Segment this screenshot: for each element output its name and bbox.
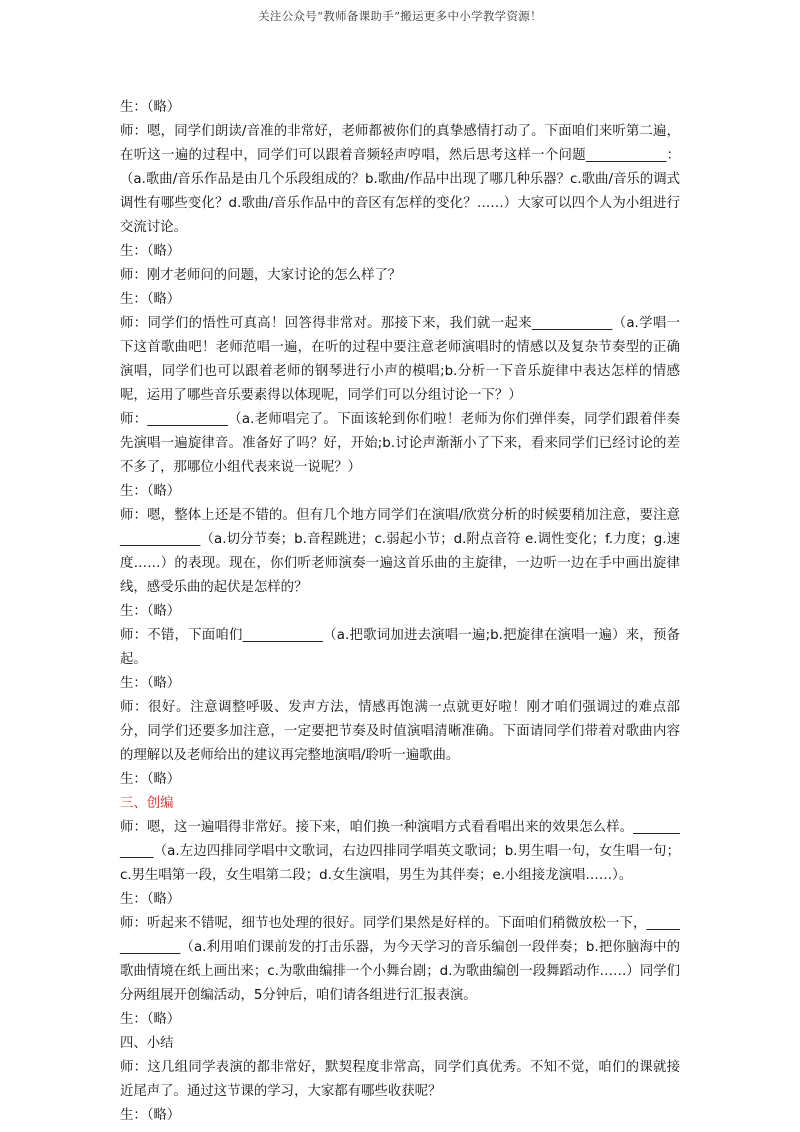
student-line: 生：（略） [120,244,181,259]
student-line: 生：（略） [120,484,181,499]
student-line: 生：（略） [120,292,181,307]
student-line: 生：（略） [120,100,181,115]
student-line: 生：（略） [120,772,181,787]
teacher-line: 师：很好。注意调整呼吸、发声方法，情感再饱满一点就更好啦！刚才咱们强调过的难点部分，同学们还要多加注意，一定要把节奏及时值演唱清晰准确。下面请同学们带着对歌曲内容的理解以及老师给出的建议再完整地演唱/聆听一遍歌曲。 [120,700,680,763]
teacher-line: 师：听起来不错呢，细节也处理的很好。同学们果然是好样的。下面咱们稍微放松一下，______________（a.利用咱们课前发的打击乐器，为今天学习的音乐编创一段伴奏；b.把你脑海中的歌曲情境在纸上画出来；c.为歌曲编排一个小舞台剧；d.为歌曲编创一段舞蹈动作……）同学们分两组展开创编活动，5分钟后，咱们请各组进行汇报表演。 [120,916,680,1003]
teacher-line: 师：嗯，整体上还是不错的。但有几个地方同学们在演唱/欣赏分析的时候要稍加注意，要注意____________（a.切分节奏；b.音程跳进；c.弱起小节；d.附点音符 e.调性变化；f.力度；g.速度……）的表现。现在，你们听老师演奏一遍这首乐曲的主旋律，一边听一边在手中画出旋律线，感受乐曲的起伏是怎样的？ [120,508,680,595]
teacher-line: 师：刚才老师问的问题，大家讨论的怎么样了？ [120,268,402,283]
lesson-transcript [120,96,680,1128]
section-heading-summary: 四、小结 [120,1036,174,1051]
page-header-notice: 关注公众号“教师备课助手”搬运更多中小学教学资源！ [258,9,542,23]
student-line: 生：（略） [120,676,181,691]
teacher-line: 师：____________（a.老师唱完了。下面该轮到你们啦！老师为你们弹伴奏，同学们跟着伴奏先演唱一遍旋律音。准备好了吗？好，开始;b.讨论声渐渐小了下来，看来同学们已经讨论的差不多了，那哪位小组代表来说一说呢？） [120,412,680,475]
student-line: 生：（略） [120,892,181,907]
teacher-line: 师：这几组同学表演的都非常好，默契程度非常高，同学们真优秀。不知不觉，咱们的课就接近尾声了。通过这节课的学习，大家都有哪些收获呢？ [120,1060,680,1099]
teacher-line: 师：同学们的悟性可真高！回答得非常对。那接下来，我们就一起来____________（a.学唱一下这首歌曲吧！老师范唱一遍，在听的过程中要注意老师演唱时的情感以及复杂节奏型的正确演唱，同学们也可以跟着老师的钢琴进行小声的模唱;b.分析一下音乐旋律中表达怎样的情感呢，运用了哪些音乐要素得以体现呢，同学们可以分组讨论一下？） [120,316,680,403]
teacher-line: 师：嗯，同学们朗读/音准的非常好，老师都被你们的真挚感情打动了。下面咱们来听第二遍，在听这一遍的过程中，同学们可以跟着音频轻声哼唱，然后思考这样一个问题____________：（a.歌曲/音乐作品是由几个乐段组成的？b.歌曲/作品中出现了哪几种乐器？c.歌曲/音乐的调式调性有哪些变化？d.歌曲/音乐作品中的音区有怎样的变化？……）大家可以四个人为小组进行交流讨论。 [120,124,680,235]
student-line: 生：（略） [120,1012,181,1027]
section-heading-create: 三、创编 [120,796,174,811]
student-line: 生：（略） [120,604,181,619]
teacher-line: 师：嗯，这一遍唱得非常好。接下来，咱们换一种演唱方式看看唱出来的效果怎么样。____________（a.左边四排同学唱中文歌词，右边四排同学唱英文歌词；b.男生唱一句，女生唱一句；c.男生唱第一段，女生唱第二段；d.女生演唱，男生为其伴奏；e.小组接龙演唱……）。 [120,820,680,883]
teacher-line: 师：不错，下面咱们____________（a.把歌词加进去演唱一遍;b.把旋律在演唱一遍）来，预备起。 [120,628,680,667]
student-line: 生：（略） [120,1108,181,1123]
